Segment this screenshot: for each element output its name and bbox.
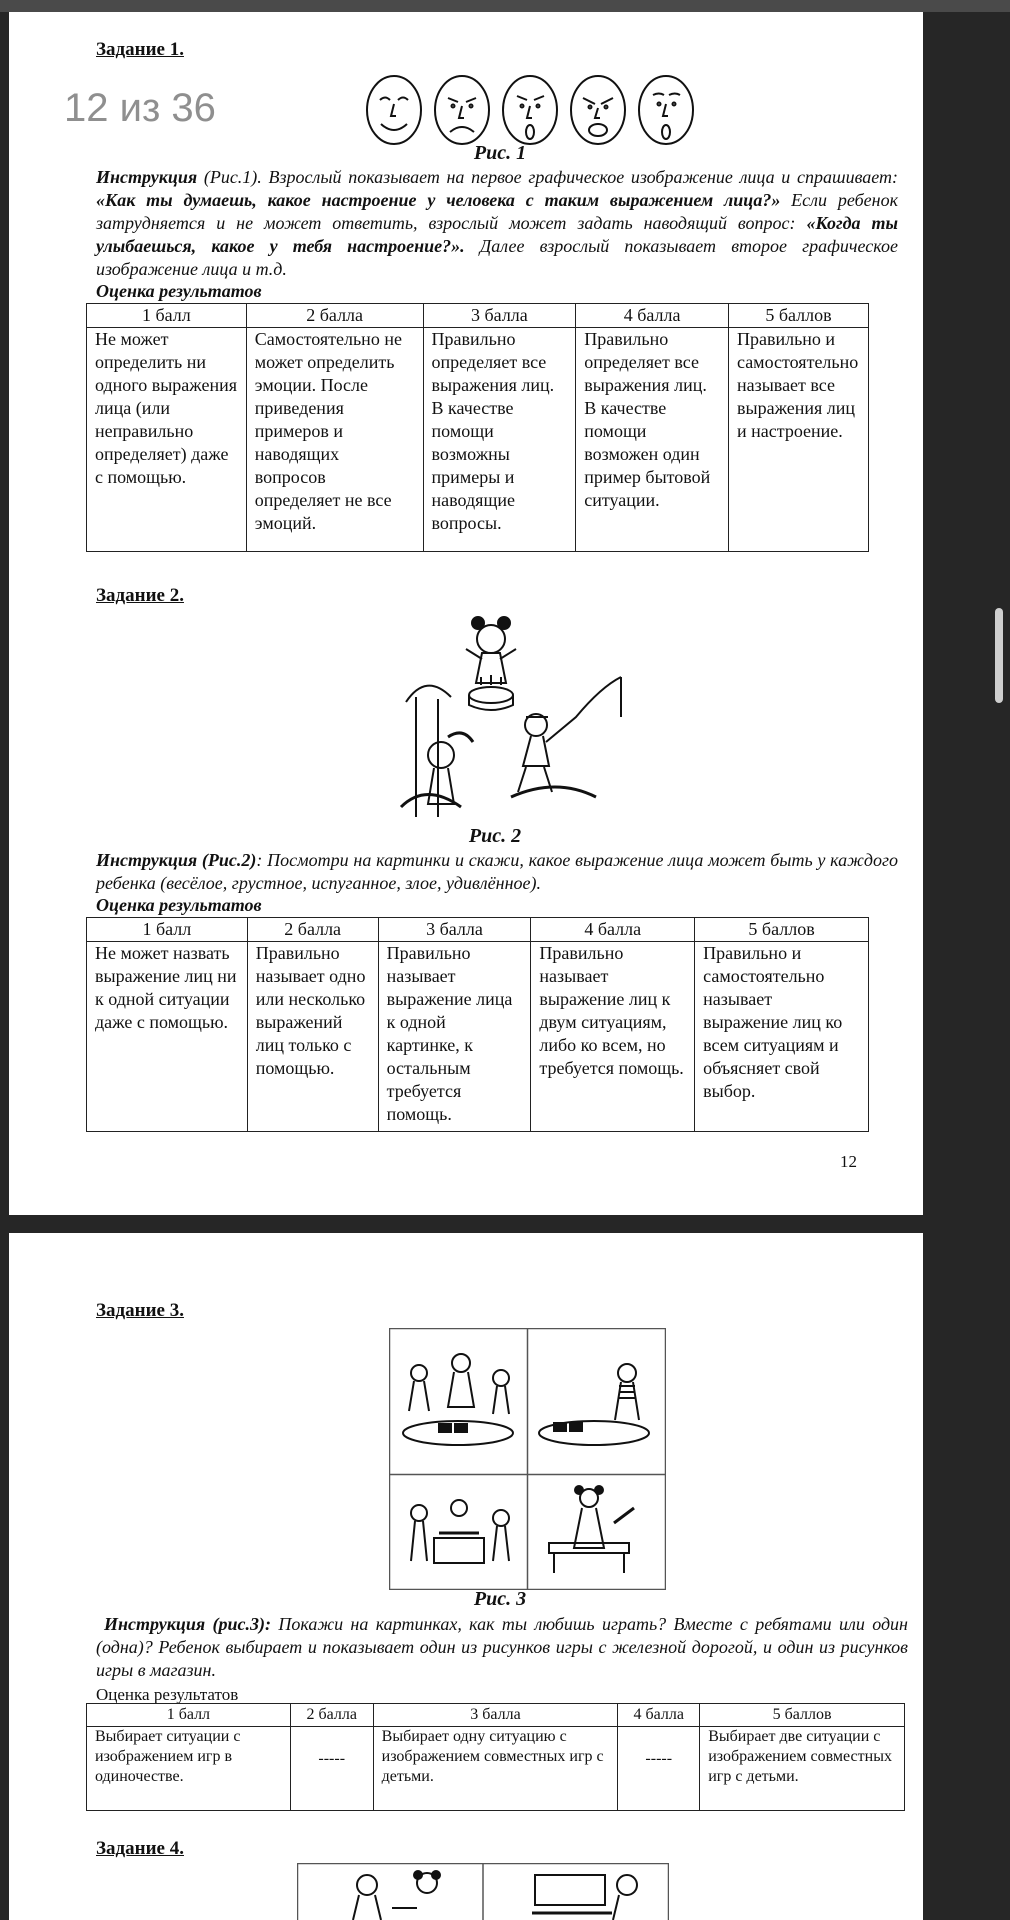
table-cell: Правильно и самостоятельно называет все выражения лиц и настроение.: [728, 328, 868, 552]
children-situations-figure: [386, 607, 626, 822]
figure1-caption: Рис. 1: [473, 142, 527, 164]
table-row: [87, 328, 869, 552]
table-header-row: [87, 1704, 905, 1727]
table-cell: Правильно определяет все выражения лиц. В качестве помощи возможны примеры и наводящие вопросы.: [423, 328, 576, 552]
table-cell: Правильно называет выражение лица к одной картинке, к остальным требуется помощь.: [378, 942, 531, 1132]
table-header: 2 балла: [246, 304, 423, 328]
instruction-lead: Инструкция (рис.3):: [104, 1614, 271, 1634]
task3-title: Задание 3.: [96, 1300, 184, 1321]
task3-results-table: [86, 1703, 905, 1811]
table-header: 4 балла: [618, 1704, 700, 1727]
table-row: [87, 942, 869, 1132]
task1-eval-label: Оценка результатов: [96, 281, 262, 301]
instruction-question: «Как ты думаешь, какое настроение у человека с таким выражением лица?»: [96, 190, 781, 210]
table-header: 1 балл: [87, 304, 247, 328]
table-cell: Правильно и самостоятельно называет выражение лиц ко всем ситуациям и объясняет свой выбор.: [695, 942, 869, 1132]
table-header: 5 баллов: [700, 1704, 905, 1727]
table-header-row: [87, 304, 869, 328]
table-cell: -----: [618, 1727, 700, 1811]
table-header: 3 балла: [378, 918, 531, 942]
task1-instruction: [96, 166, 898, 281]
instruction-question: «Когда ты улыбаешься, какое у тебя настроение?».: [96, 213, 898, 256]
instruction-text: Если ребенок затрудняется и не может ответить, взрослый может задать наводящий вопрос:: [96, 190, 898, 233]
figure3-caption: Рис. 3: [473, 1588, 527, 1610]
table-header: 2 балла: [247, 918, 378, 942]
table-cell: Не может определить ни одного выражения лица (или неправильно определяет) даже с помощью.: [87, 328, 247, 552]
table-header: 1 балл: [87, 918, 248, 942]
instruction-text: (Рис.1). Взрослый показывает на первое графическое изображение лица и спрашивает:: [197, 167, 898, 187]
table-header-row: [87, 918, 869, 942]
page-number: 12: [840, 1152, 857, 1171]
table-cell: Не может назвать выражение лиц ни к одной ситуации даже с помощью.: [87, 942, 248, 1132]
table-header: 4 балла: [531, 918, 695, 942]
task2-instruction: [96, 849, 898, 895]
vertical-scrollbar-thumb[interactable]: [995, 608, 1003, 703]
instruction-text: Покажи на картинках, как ты любишь играть? Вместе с ребятами или один (одна)? Ребенок выбирает и показывает один из рисунков игры с железной дорогой, и один из рисунков игры в магазин.: [96, 1614, 908, 1680]
task3-instruction: [96, 1613, 908, 1682]
figure2-caption: Рис. 2: [468, 825, 522, 847]
task4-figure: [297, 1863, 669, 1920]
task2-title: Задание 2.: [96, 585, 184, 606]
table-cell: Самостоятельно не может определить эмоции. После приведения примеров и наводящих вопросов определяет не все эмоций.: [246, 328, 423, 552]
instruction-text: Далее взрослый показывает второе графическое изображение лица и т.д.: [96, 236, 898, 279]
page-counter: 12 из 36: [64, 86, 216, 130]
table-row: [87, 1727, 905, 1811]
task2-results-table: [86, 917, 869, 1132]
task2-eval-label: Оценка результатов: [96, 895, 262, 915]
table-header: 5 баллов: [728, 304, 868, 328]
table-cell: Правильно определяет все выражения лиц. В качестве помощи возможен один пример бытовой ситуации.: [576, 328, 729, 552]
viewer-top-bar: [0, 0, 1010, 12]
instruction-lead: Инструкция: [96, 167, 198, 187]
task1-title: Задание 1.: [96, 39, 184, 60]
task3-eval-label: Оценка результатов: [96, 1685, 239, 1704]
task1-results-table: [86, 303, 869, 552]
table-cell: Выбирает одну ситуацию с изображением совместных игр с детьми.: [373, 1727, 618, 1811]
document-page-12: [9, 12, 923, 1215]
document-page-13: [9, 1233, 923, 1920]
table-header: 5 баллов: [695, 918, 869, 942]
table-cell: Правильно называет одно или несколько выражений лиц только с помощью.: [247, 942, 378, 1132]
table-header: 4 балла: [576, 304, 729, 328]
play-situations-figure: [389, 1328, 666, 1590]
instruction-text: : Посмотри на картинки и скажи, какое выражение лица может быть у каждого ребенка (весёлое, грустное, испуганное, злое, удивлённое).: [96, 850, 898, 893]
table-header: 3 балла: [423, 304, 576, 328]
table-header: 3 балла: [373, 1704, 618, 1727]
instruction-lead: Инструкция (Рис.2): [96, 850, 257, 870]
table-header: 1 балл: [87, 1704, 291, 1727]
table-cell: -----: [290, 1727, 373, 1811]
table-cell: Правильно называет выражение лиц к двум ситуациям, либо ко всем, но требуется помощь.: [531, 942, 695, 1132]
table-header: 2 балла: [290, 1704, 373, 1727]
task4-title: Задание 4.: [96, 1838, 184, 1859]
table-cell: Выбирает ситуации с изображением игр в одиночестве.: [87, 1727, 291, 1811]
table-cell: Выбирает две ситуации с изображением совместных игр с детьми.: [700, 1727, 905, 1811]
